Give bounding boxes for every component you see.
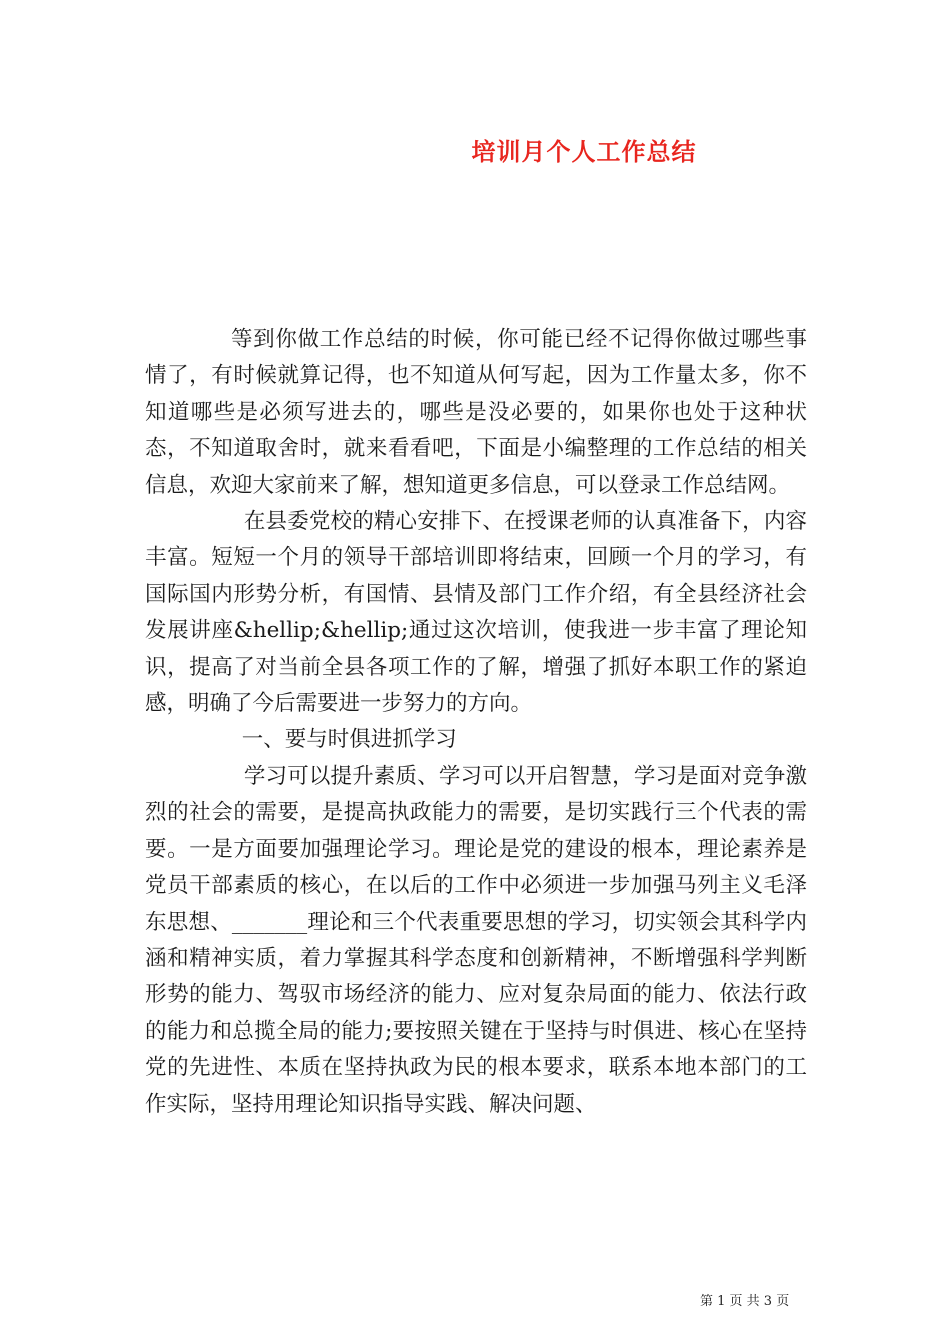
paragraph-training-summary: 在县委党校的精心安排下、在授课老师的认真准备下，内容丰富。短短一个月的领导干部培训即将结束，回顾一个月的学习，有国际国内形势分析，有国情、县情及部门工作介绍，有全县经济社会发展讲座&hellip;&hellip;通过这次培训，使我进一步丰富了理论知识，提高了对当前全县各项工作的了解，增强了抓好本职工作的紧迫感，明确了今后需要进一步努力的方向。 xyxy=(145,509,807,717)
paragraph-study: 学习可以提升素质、学习可以开启智慧，学习是面对竞争激烈的社会的需要，是提高执政能力的需要，是切实践行三个代表的需要。一是方面要加强理论学习。理论是党的建设的根本，理论素养是党员干部素质的核心，在以后的工作中必须进一步加强马列主义毛泽东思想、_______理论和三个代表重要思想的学习，切实领会其科学内涵和精神实质，着力掌握其科学态度和创新精神，不断增强科学判断形势的能力、驾驭市场经济的能力、应对复杂局面的能力、依法行政的能力和总揽全局的能力;要按照关键在于坚持与时俱进、核心在坚持党的先进性、本质在坚持执政为民的根本要求，联系本地本部门的工作实际，坚持用理论知识指导实践、解决问题、 xyxy=(145,763,807,1117)
page-number: 第 1 页 共 3 页 xyxy=(700,1294,790,1309)
section-heading: 一、要与时俱进抓学习 xyxy=(241,727,457,753)
document-body xyxy=(145,322,807,1123)
document-title: 培训月个人工作总结 xyxy=(471,137,697,166)
paragraph-intro: 等到你做工作总结的时候，你可能已经不记得你做过哪些事情了，有时候就算记得，也不知道从何写起，因为工作量太多，你不知道哪些是必须写进去的，哪些是没必要的，如果你也处于这种状态，不知道取舍时，就来看看吧，下面是小编整理的工作总结的相关信息，欢迎大家前来了解，想知道更多信息，可以登录工作总结网。 xyxy=(145,327,807,498)
